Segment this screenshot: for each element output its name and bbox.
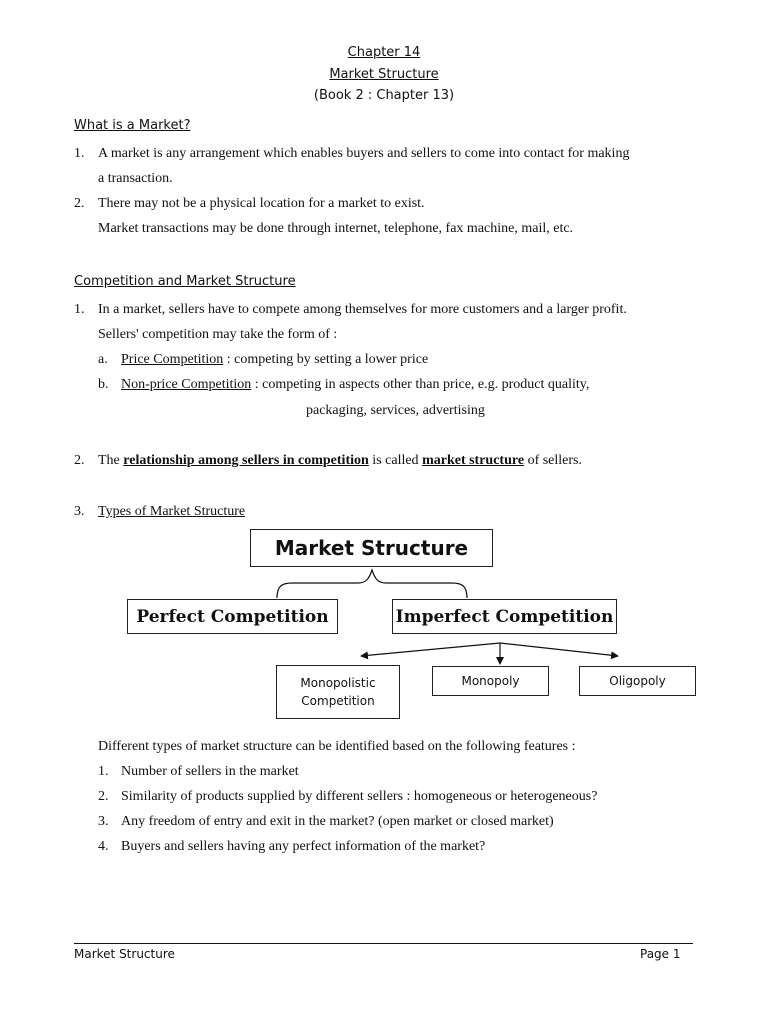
list-number: 3. (98, 814, 109, 829)
list-item-text: There may not be a physical location for a market to exist. (98, 196, 425, 211)
list-number: 1. (98, 764, 109, 779)
section-heading-what-is-market: What is a Market? (74, 118, 191, 133)
list-item-text-cont: Sellers' competition may take the form of : (98, 327, 338, 342)
list-item-text-cont: a transaction. (98, 171, 173, 186)
list-number: 2. (74, 196, 85, 211)
market-structure-box (250, 529, 493, 567)
bold-term-market-structure: market structure (422, 453, 525, 468)
monopolistic-competition-box (276, 665, 400, 719)
perfect-competition-label: Perfect Competition (136, 606, 329, 627)
footer-rule (74, 943, 693, 944)
non-price-competition-desc: : competing in aspects other than price, e.g. product quality, (251, 377, 590, 392)
features-intro: Different types of market structure can be identified based on the following features : (98, 739, 576, 754)
list-number: 3. (74, 504, 85, 519)
book-reference: (Book 2 : Chapter 13) (313, 88, 455, 103)
feature-text: Buyers and sellers having any perfect information of the market? (121, 839, 486, 854)
list-number: 1. (74, 302, 85, 317)
price-competition-term: Price Competition (121, 352, 224, 367)
text-run: The (98, 453, 124, 468)
oligopoly-box (579, 666, 696, 696)
feature-text: Number of sellers in the market (121, 764, 299, 779)
imperfect-competition-box (392, 599, 617, 634)
list-item-text-cont: Market transactions may be done through internet, telephone, fax machine, mail, etc. (98, 221, 574, 236)
list-item-text: A market is any arrangement which enables buyers and sellers to come into contact for making (98, 146, 630, 161)
arrow-to-monopolistic (361, 643, 500, 656)
brace-connector (277, 570, 467, 598)
footer-title: Market Structure (74, 947, 175, 961)
footer-page-number: Page 1 (640, 947, 681, 961)
list-number: 4. (98, 839, 109, 854)
list-item-text: In a market, sellers have to compete among themselves for more customers and a larger profit. (98, 302, 627, 317)
price-competition-desc: : competing by setting a lower price (223, 352, 429, 367)
text-run: is called (368, 453, 423, 468)
market-structure-label: Market Structure (274, 536, 469, 560)
monopolistic-label-line2: Competition (301, 694, 375, 708)
section-heading-competition: Competition and Market Structure (74, 274, 296, 289)
monopoly-box (432, 666, 549, 696)
feature-text: Any freedom of entry and exit in the market? (open market or closed market) (121, 814, 554, 829)
text-run: of sellers. (524, 453, 582, 468)
page-title: Market Structure (329, 67, 439, 82)
list-number: 2. (98, 789, 109, 804)
list-number: 1. (74, 146, 85, 161)
imperfect-competition-label: Imperfect Competition (395, 606, 614, 627)
sub-letter-a: a. (98, 352, 108, 367)
perfect-competition-box (127, 599, 338, 634)
monopoly-label: Monopoly (461, 674, 520, 688)
non-price-competition-term: Non-price Competition (121, 377, 252, 392)
monopolistic-label-line1: Monopolistic (300, 676, 376, 690)
types-heading: Types of Market Structure (98, 504, 246, 519)
oligopoly-label: Oligopoly (609, 674, 666, 688)
bold-term-relationship: relationship among sellers in competition (123, 453, 369, 468)
arrow-to-oligopoly (500, 643, 618, 656)
sub-letter-b: b. (98, 377, 109, 392)
chapter-number: Chapter 14 (347, 45, 421, 60)
list-number: 2. (74, 453, 85, 468)
sub-item-b-cont: packaging, services, advertising (306, 403, 485, 418)
feature-text: Similarity of products supplied by different sellers : homogeneous or heterogeneous? (121, 789, 598, 804)
